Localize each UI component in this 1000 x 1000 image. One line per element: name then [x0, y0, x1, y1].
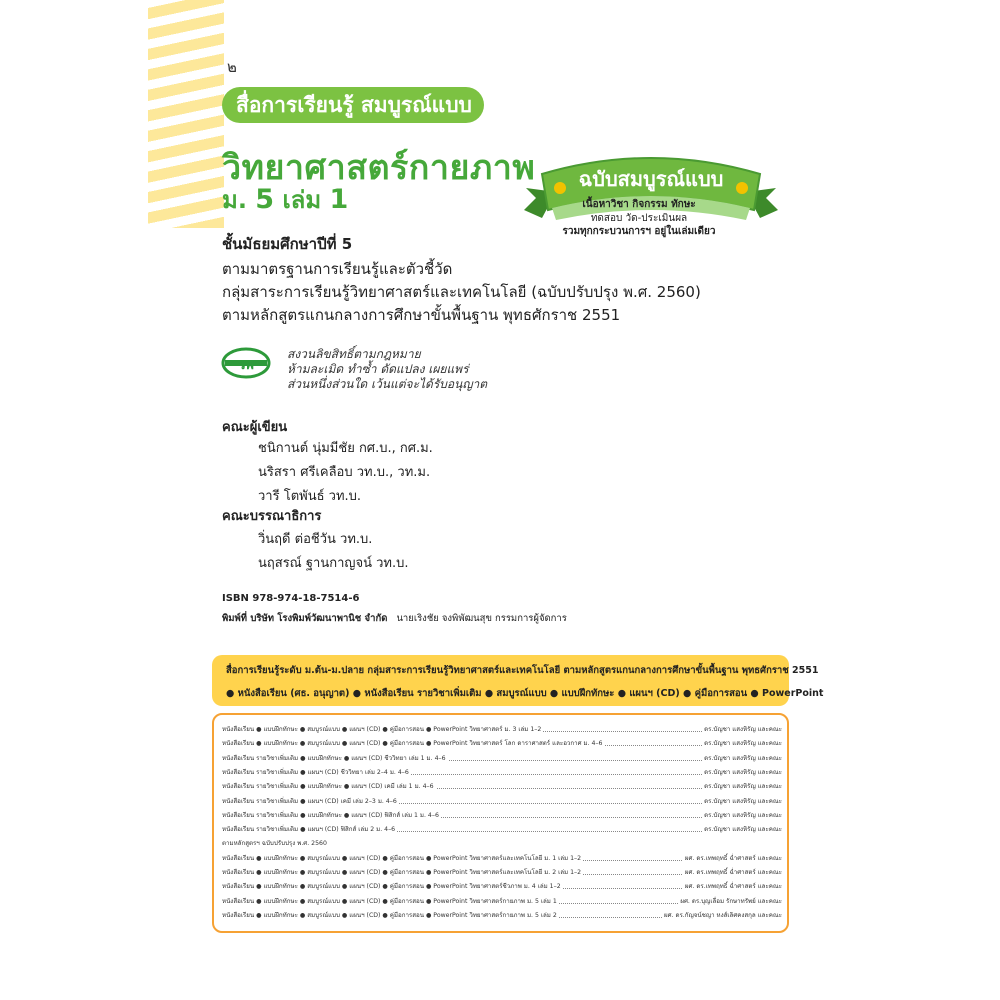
book-title-text: หนังสือเรียน รายวิชาเพิ่มเติม ● แบบฝึกทักษะ ● แผนฯ (CD) ฟิสิกส์ เล่ม 1 ม. 4–6 — [222, 811, 439, 819]
book-list-item — [222, 881, 782, 893]
author-name: นริสรา ศรีเคลือบ วท.บ., วท.ม. — [258, 465, 431, 480]
badge-line-2: ทดสอบ วัด-ประเมินผล — [590, 213, 688, 224]
book-list-item — [222, 796, 782, 808]
book-author: ผศ. ดร.กัญจน์ชญา หงส์เลิศคงสกุล และคณะ — [663, 911, 782, 919]
decorative-stripes — [148, 0, 224, 228]
book-author: ผศ. ดร.เทพฤทธิ์ ฉ่ำศาสตร์ และคณะ — [684, 854, 782, 862]
book-list-item — [222, 767, 782, 779]
subtitle-volume-number: 1 — [329, 184, 349, 215]
book-title-text: หนังสือเรียน ● แบบฝึกทักษะ ● สมบูรณ์แบบ ● แผนฯ (CD) ● คู่มือการสอน ● PowerPoint วิทยาศาสตร์ ม. 3 เล่ม 1–2 — [222, 726, 542, 733]
book-list-item — [222, 738, 782, 750]
book-list-item — [222, 896, 782, 908]
flower-icon — [554, 182, 566, 194]
badge-line-1: เนื้อหาวิชา กิจกรรม ทักษะ — [582, 199, 696, 210]
standard-line-1: ตามมาตรฐานการเรียนรู้และตัวชี้วัด — [222, 260, 453, 278]
flower-icon — [736, 182, 748, 194]
author-name: วารี โตพันธ์ วท.บ. — [258, 489, 362, 504]
page-number: ๒ — [227, 58, 237, 76]
book-author: ดร.บัญชา แสงหิรัญ และคณะ — [704, 826, 782, 834]
series-box-line-1: สื่อการเรียนรู้ระดับ ม.ต้น-ม.ปลาย กลุ่มสาระการเรียนรู้วิทยาศาสตร์และเทคโนโลยี ตามหลักสูตรแกนกลางการศึกษาขั้นพื้นฐาน พุทธศักราช 2551 — [226, 665, 819, 676]
book-list-item — [222, 781, 782, 793]
ribbon-text: ฉบับสมบูรณ์แบบ — [578, 167, 724, 191]
book-list-item — [222, 867, 782, 879]
printer-person: นายเริงชัย จงพิพัฒนสุข กรรมการผู้จัดการ — [396, 613, 567, 624]
grade-level: ชั้นมัธยมศึกษาปีที่ 5 — [222, 235, 353, 253]
book-list-item — [222, 724, 782, 736]
book-title-text: หนังสือเรียน รายวิชาเพิ่มเติม ● แบบฝึกทักษะ ● แผนฯ (CD) ชีววิทยา เล่ม 1 ม. 4–6 — [222, 754, 446, 762]
book-author: ดร.บัญชา แสงหิรัญ และคณะ — [704, 797, 782, 805]
book-author: ดร.บัญชา แสงหิรัญ และคณะ — [704, 783, 782, 791]
book-title-text: หนังสือเรียน รายวิชาเพิ่มเติม ● แผนฯ (CD) ชีววิทยา เล่ม 2–4 ม. 4–6 — [222, 768, 409, 776]
subtitle-grade: 5 — [255, 184, 275, 215]
book-list-item — [222, 910, 782, 922]
book-author: ดร.บัญชา แสงหิรัญ และคณะ — [704, 726, 782, 733]
book-author: ผศ. ดร.บุญเลื่อม รักษาทรัพย์ และคณะ — [680, 897, 782, 905]
copyright-line-2: ห้ามละเมิด ทำซ้ำ ดัดแปลง เผยแพร่ — [287, 362, 469, 376]
printer-company: พิมพ์ที่ บริษัท โรงพิมพ์วัฒนาพานิช จำกัด — [222, 613, 388, 624]
standard-line-3: ตามหลักสูตรแกนกลางการศึกษาขั้นพื้นฐาน พุทธศักราช 2551 — [222, 306, 621, 324]
book-title-text: หนังสือเรียน รายวิชาเพิ่มเติม ● แบบฝึกทักษะ ● แผนฯ (CD) เคมี เล่ม 1 ม. 4–6 — [222, 783, 434, 791]
book-author: ดร.บัญชา แสงหิรัญ และคณะ — [704, 754, 782, 762]
book-subtitle — [222, 180, 348, 219]
author-name: ชนิกานต์ นุ่มมีชัย กศ.บ., กศ.ม. — [258, 441, 433, 456]
book-list-item — [222, 838, 782, 850]
editors-heading: คณะบรรณาธิการ — [222, 509, 322, 524]
book-title-text: หนังสือเรียน ● แบบฝึกทักษะ ● สมบูรณ์แบบ ● แผนฯ (CD) ● คู่มือการสอน ● PowerPoint วิทยาศาสตร์ โลก ดาราศาสตร์ และอวกาศ ม. 4–6 — [222, 740, 603, 748]
authors-heading: คณะผู้เขียน — [222, 420, 288, 435]
book-title-text: ตามหลักสูตรฯ ฉบับปรับปรุง พ.ศ. 2560 — [222, 840, 327, 848]
book-title-text: หนังสือเรียน รายวิชาเพิ่มเติม ● แผนฯ (CD) ฟิสิกส์ เล่ม 2 ม. 4–6 — [222, 826, 396, 834]
editor-name: นฤสรณ์ ฐานกาญจน์ วท.บ. — [258, 556, 409, 571]
book-author: ผศ. ดร.เทพฤทธิ์ ฉ่ำศาสตร์ และคณะ — [684, 869, 782, 876]
book-title-text: หนังสือเรียน ● แบบฝึกทักษะ ● สมบูรณ์แบบ ● แผนฯ (CD) ● คู่มือการสอน ● PowerPoint วิทยาศาสตร์และเทคโนโลยี ม. 1 เล่ม 1–2 — [222, 854, 582, 862]
series-box-line-2: ● หนังสือเรียน (ศธ. อนุญาต) ● หนังสือเรียน รายวิชาเพิ่มเติม ● สมบูรณ์แบบ ● แบบฝึกทักษะ ● แผนฯ (CD) ● คู่มือการสอน ● PowerPoint — [226, 688, 824, 699]
book-list-item — [222, 810, 782, 822]
book-title-text: หนังสือเรียน ● แบบฝึกทักษะ ● สมบูรณ์แบบ ● แผนฯ (CD) ● คู่มือการสอน ● PowerPoint วิทยาศาสตร์กายภาพ ม. 5 เล่ม 2 — [222, 911, 557, 919]
standard-line-2: กลุ่มสาระการเรียนรู้วิทยาศาสตร์และเทคโนโลยี (ฉบับปรับปรุง พ.ศ. 2560) — [222, 283, 701, 301]
book-title-text: หนังสือเรียน ● แบบฝึกทักษะ ● สมบูรณ์แบบ ● แผนฯ (CD) ● คู่มือการสอน ● PowerPoint วิทยาศาสตร์และเทคโนโลยี ม. 2 เล่ม 1–2 — [222, 869, 582, 876]
book-title: วิทยาศาสตร์กายภาพ — [222, 148, 536, 188]
book-author: ดร.บัญชา แสงหิรัญ และคณะ — [704, 740, 782, 748]
book-list-item — [222, 824, 782, 836]
book-title-text: หนังสือเรียน ● แบบฝึกทักษะ ● สมบูรณ์แบบ ● แผนฯ (CD) ● คู่มือการสอน ● PowerPoint วิทยาศาสตร์กายภาพ ม. 5 เล่ม 1 — [222, 897, 557, 905]
book-author: ดร.บัญชา แสงหิรัญ และคณะ — [704, 768, 782, 776]
book-list-item — [222, 853, 782, 865]
series-header-pill: สื่อการเรียนรู้ สมบูรณ์แบบ — [222, 87, 484, 123]
printer-info — [222, 611, 567, 626]
book-author: ผศ. ดร.เทพฤทธิ์ ฉ่ำศาสตร์ และคณะ — [684, 883, 782, 891]
copyright-line-3: ส่วนหนึ่งส่วนใด เว้นแต่จะได้รับอนุญาต — [287, 377, 488, 391]
book-list-item — [222, 753, 782, 765]
copyright-line-1: สงวนลิขสิทธิ์ตามกฎหมาย — [287, 347, 421, 361]
subtitle-prefix: ม. — [222, 186, 247, 214]
book-title-text: หนังสือเรียน ● แบบฝึกทักษะ ● สมบูรณ์แบบ ● แผนฯ (CD) ● คู่มือการสอน ● PowerPoint วิทยาศาสตร์ชีวภาพ ม. 4 เล่ม 1–2 — [222, 883, 561, 891]
editor-name: วิ่นฤดี ต่อชีวัน วท.บ. — [258, 532, 373, 547]
subtitle-volume-word: เล่ม — [282, 186, 322, 214]
publisher-logo — [221, 347, 271, 379]
logo-text: วพ — [238, 358, 254, 373]
isbn: ISBN 978-974-18-7514-6 — [222, 593, 360, 604]
badge-line-3: รวมทุกกระบวนการฯ อยู่ในเล่มเดียว — [562, 226, 716, 237]
book-title-text: หนังสือเรียน รายวิชาเพิ่มเติม ● แผนฯ (CD) เคมี เล่ม 2–3 ม. 4–6 — [222, 797, 397, 805]
book-author: ดร.บัญชา แสงหิรัญ และคณะ — [704, 811, 782, 819]
